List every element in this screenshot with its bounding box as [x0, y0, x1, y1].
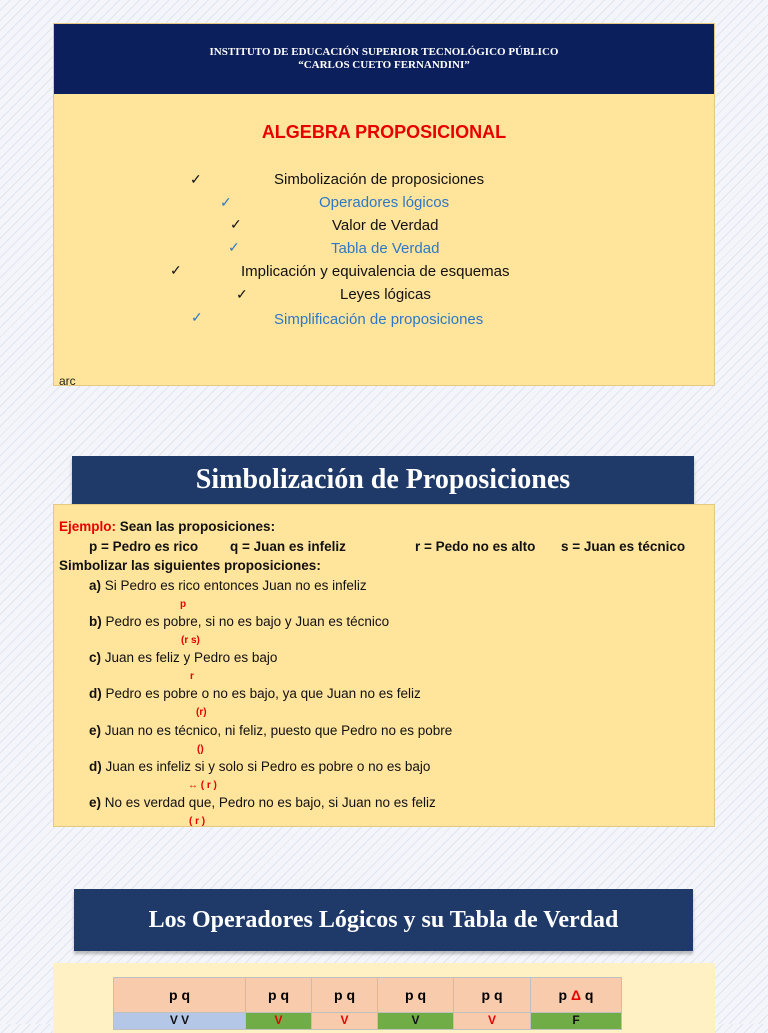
- check-icon: ✓: [228, 239, 240, 255]
- exercise-item: d) Juan es infeliz si y solo si Pedro es pobre o no es bajo: [89, 759, 431, 774]
- proposition-q: q = Juan es infeliz: [230, 539, 346, 554]
- table-header: p q: [378, 978, 454, 1013]
- proposition-r: r = Pedo no es alto: [415, 539, 536, 554]
- exercise-item: e) No es verdad que, Pedro no es bajo, si Juan no es feliz: [89, 795, 436, 810]
- header-text: p Δ q: [558, 987, 594, 1003]
- check-icon: ✓: [220, 194, 232, 210]
- answer-symbol: r: [190, 671, 194, 682]
- institute-subname: “CARLOS CUETO FERNANDINI”: [298, 59, 470, 71]
- exercise-item: c) Juan es feliz y Pedro es bajo: [89, 650, 278, 665]
- check-icon: ✓: [170, 262, 182, 278]
- example-label: Ejemplo:: [59, 519, 117, 534]
- slide-simbolizacion: [53, 504, 715, 827]
- proposition-p: p = Pedro es rico: [89, 539, 199, 554]
- slide-title: ALGEBRA PROPOSICIONAL: [261, 122, 507, 142]
- table-header-row: [114, 978, 622, 1013]
- answer-symbol: (r): [196, 707, 207, 718]
- section-banner-operadores: Los Operadores Lógicos y su Tabla de Verdad: [74, 889, 693, 951]
- table-cell: V: [378, 1013, 454, 1030]
- example-text: Sean las proposiciones:: [116, 519, 276, 534]
- topic-item: Operadores lógicos: [319, 194, 450, 211]
- institute-header: [54, 24, 714, 94]
- truth-table: [113, 977, 622, 1030]
- proposition-s: s = Juan es técnico: [561, 539, 686, 554]
- topic-item: Valor de Verdad: [332, 217, 439, 234]
- footer-text: arc: [59, 374, 76, 388]
- topic-item: Simplificación de proposiciones: [274, 311, 484, 328]
- instruction-text: Simbolizar las siguientes proposiciones:: [59, 558, 321, 573]
- check-icon: ✓: [191, 309, 203, 325]
- table-header: p q: [454, 978, 531, 1013]
- table-header: p q: [246, 978, 312, 1013]
- example-intro: [59, 519, 275, 534]
- topic-item: Implicación y equivalencia de esquemas: [241, 263, 510, 280]
- institute-name: INSTITUTO DE EDUCACIÓN SUPERIOR TECNOLÓGICO PÚBLICO: [209, 46, 559, 58]
- table-header: [531, 978, 622, 1013]
- table-cell: V: [312, 1013, 378, 1030]
- exercise-item: d) Pedro es pobre o no es bajo, ya que Juan no es feliz: [89, 686, 421, 701]
- exercise-item: b) Pedro es pobre, si no es bajo y Juan es técnico: [89, 614, 390, 629]
- topic-item: Leyes lógicas: [340, 286, 431, 303]
- check-icon: ✓: [230, 216, 242, 232]
- section-banner-simbolizacion: Simbolización de Proposiciones: [72, 456, 694, 504]
- slide-algebra-proposicional: [53, 23, 715, 386]
- answer-symbol: p: [180, 599, 187, 610]
- answer-symbol: (): [197, 744, 204, 755]
- table-cell: V: [454, 1013, 531, 1030]
- check-icon: ✓: [236, 286, 248, 302]
- answer-symbol: ↔ ( r ): [188, 780, 217, 791]
- answer-symbol: (r s): [181, 635, 200, 646]
- topic-item: Simbolización de proposiciones: [274, 171, 485, 188]
- table-cell: V: [246, 1013, 312, 1030]
- check-icon: ✓: [190, 171, 202, 187]
- table-cell: F: [531, 1013, 622, 1030]
- table-row: [114, 1013, 622, 1030]
- table-header: p q: [312, 978, 378, 1013]
- table-header: p q: [114, 978, 246, 1013]
- answer-symbol: ( r ): [189, 816, 206, 827]
- topic-item: Tabla de Verdad: [331, 240, 440, 257]
- exercise-item: e) Juan no es técnico, ni feliz, puesto que Pedro no es pobre: [89, 723, 453, 738]
- table-cell: V V: [114, 1013, 246, 1030]
- exercise-item: a) Si Pedro es rico entonces Juan no es infeliz: [89, 578, 367, 593]
